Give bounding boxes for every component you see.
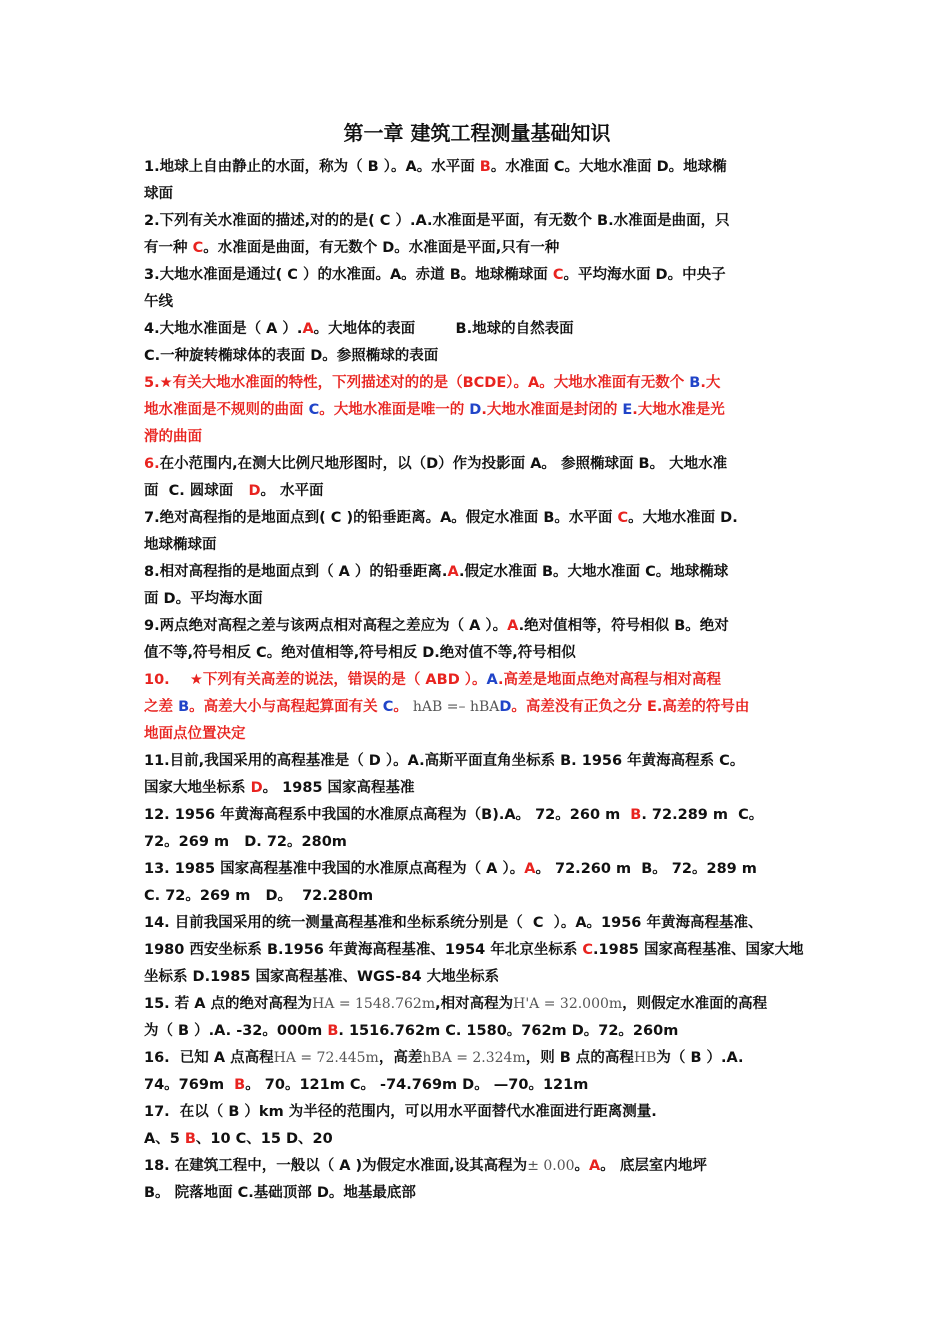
question-text: 。水准面 C。大地水准面 D。地球椭 bbox=[490, 159, 727, 175]
question-line bbox=[144, 802, 810, 829]
question-text: 。水准面是曲面，有无数个 D。水准面是平面,只有一种 bbox=[203, 240, 560, 256]
red-answer-text: C bbox=[617, 510, 629, 526]
question-text: 1.地球上自由静止的水面，称为（ B ）。A。水平面 bbox=[144, 159, 480, 175]
question-list bbox=[144, 154, 810, 1207]
question-text: 面 C. 圆球面 bbox=[144, 483, 249, 499]
red-answer-text: B bbox=[234, 1077, 246, 1093]
red-answer-text: C bbox=[582, 942, 594, 958]
red-answer-text: C bbox=[552, 267, 564, 283]
formula-text: hBA = 2.324m bbox=[422, 1050, 526, 1066]
question-text: ，则 B 点的高程 bbox=[525, 1050, 634, 1066]
question-text: 1980 西安坐标系 B.1956 年黄海高程基准、1954 年北京坐标系 bbox=[144, 942, 583, 958]
question-text: 12. 1956 年黄海高程系中我国的水准原点高程为（B).A。 72。260 m bbox=[144, 807, 631, 823]
question-text: 。 底层室内地坪 bbox=[600, 1158, 707, 1174]
question-item bbox=[144, 667, 810, 748]
question-text: 有一种 bbox=[144, 240, 193, 256]
question-text: .1985 国家高程基准、国家大地 bbox=[593, 942, 804, 958]
red-answer-text: A bbox=[589, 1158, 601, 1174]
question-text: 面 D。平均海水面 bbox=[144, 591, 263, 607]
red-answer-text: B bbox=[630, 807, 642, 823]
question-line bbox=[144, 667, 810, 694]
question-text: 地球椭球面 bbox=[144, 537, 217, 553]
red-answer-text: B bbox=[327, 1023, 339, 1039]
red-answer-text: 之差 bbox=[144, 699, 179, 715]
blue-answer-text: C bbox=[308, 402, 320, 418]
question-text: ，则假定水准面的高程 bbox=[622, 996, 768, 1012]
question-item bbox=[144, 748, 810, 802]
question-text: 。大地体的表面 B.地球的自然表面 bbox=[313, 321, 574, 337]
question-text: 。 水平面 bbox=[260, 483, 324, 499]
red-answer-text: .大 bbox=[700, 375, 721, 391]
red-answer-text: C bbox=[192, 240, 204, 256]
question-line bbox=[144, 910, 810, 937]
question-item bbox=[144, 1099, 810, 1153]
question-text: 7.绝对高程指的是地面点到( C )的铅垂距离。A。假定水准面 B。水平面 bbox=[144, 510, 618, 526]
red-answer-text: 。高差大小与高程起算面有关 bbox=[189, 699, 383, 715]
question-line bbox=[144, 208, 810, 235]
red-answer-text: A bbox=[302, 321, 314, 337]
blue-answer-text: E bbox=[622, 402, 633, 418]
question-text: 3.大地水准面是通过( C ）的水准面。A。赤道 B。地球椭球面 bbox=[144, 267, 553, 283]
red-answer-text: 5.★有关大地水准面的特性，下列描述对的的是（BCDE）。A。大地水准面有无数个 bbox=[144, 375, 690, 391]
question-item bbox=[144, 802, 810, 856]
question-line bbox=[144, 397, 810, 424]
question-item bbox=[144, 154, 810, 208]
question-line bbox=[144, 1153, 810, 1180]
blue-answer-text: A bbox=[486, 672, 499, 688]
question-item bbox=[144, 316, 810, 370]
question-line bbox=[144, 721, 810, 748]
red-answer-text: 。 bbox=[393, 699, 413, 715]
question-line bbox=[144, 613, 810, 640]
question-text: 14. 目前我国采用的统一测量高程基准和坐标系统分别是（ C ）。A。1956 年黄海高程基准、 bbox=[144, 915, 763, 931]
question-line bbox=[144, 424, 810, 451]
question-text: 值不等,符号相反 C。绝对值相等,符号相反 D.绝对值不等,符号相似 bbox=[144, 645, 576, 661]
red-answer-text: D bbox=[250, 780, 263, 796]
question-line bbox=[144, 316, 810, 343]
question-text: 球面 bbox=[144, 186, 173, 202]
chapter-title: 第一章 建筑工程测量基础知识 bbox=[343, 121, 611, 145]
question-line bbox=[144, 370, 810, 397]
red-answer-text: B bbox=[479, 159, 491, 175]
blue-answer-text: B bbox=[178, 699, 190, 715]
question-text: 国家大地坐标系 bbox=[144, 780, 251, 796]
blue-answer-text: C bbox=[382, 699, 394, 715]
question-line bbox=[144, 505, 810, 532]
question-item bbox=[144, 910, 810, 991]
question-line bbox=[144, 532, 810, 559]
red-answer-text: 。大地水准面是唯一的 bbox=[319, 402, 470, 418]
red-answer-text: .高差是地面点绝对高程与相对高程 bbox=[498, 672, 722, 688]
question-item bbox=[144, 1153, 810, 1207]
question-line bbox=[144, 1072, 810, 1099]
question-line bbox=[144, 964, 810, 991]
question-line bbox=[144, 289, 810, 316]
question-line bbox=[144, 451, 810, 478]
question-text: 2.下列有关水准面的描述,对的的是( C ）.A.水准面是平面，有无数个 B.水准面是曲面，只 bbox=[144, 213, 730, 229]
question-line bbox=[144, 829, 810, 856]
question-item bbox=[144, 262, 810, 316]
question-item bbox=[144, 613, 810, 667]
question-text: . 72.289 m C。 bbox=[641, 807, 764, 823]
document-page bbox=[144, 118, 810, 1207]
red-answer-text: A bbox=[507, 618, 519, 634]
question-text: 。 1985 国家高程基准 bbox=[262, 780, 415, 796]
blue-answer-text: D bbox=[499, 699, 512, 715]
question-text: 13. 1985 国家高程基准中我国的水准原点高程为（ A ）。 bbox=[144, 861, 525, 877]
question-text: 坐标系 D.1985 国家高程基准、WGS-84 大地坐标系 bbox=[144, 969, 500, 985]
question-line bbox=[144, 775, 810, 802]
question-line bbox=[144, 586, 810, 613]
question-line bbox=[144, 1180, 810, 1207]
question-line bbox=[144, 559, 810, 586]
red-answer-text: 地面点位置决定 bbox=[144, 726, 246, 742]
question-text: 。大地水准面 D. bbox=[628, 510, 738, 526]
question-line bbox=[144, 694, 810, 721]
formula-text: ± 0.00 bbox=[527, 1158, 575, 1174]
formula-text: hAB =– hBA bbox=[412, 699, 500, 715]
question-text: 9.两点绝对高程之差与该两点相对高程之差应为（ A ）。 bbox=[144, 618, 508, 634]
question-text: 为（ B ）.A. bbox=[656, 1050, 744, 1066]
question-item bbox=[144, 505, 810, 559]
question-line bbox=[144, 937, 810, 964]
question-line bbox=[144, 1126, 810, 1153]
question-item bbox=[144, 991, 810, 1045]
question-text: 在小范围内,在测大比例尺地形图时，以（D）作为投影面 A。 参照椭球面 B。 大地水准 bbox=[159, 456, 728, 472]
question-text: 、10 C、15 D、20 bbox=[195, 1131, 333, 1147]
question-line bbox=[144, 262, 810, 289]
question-item bbox=[144, 559, 810, 613]
question-text: 8.相对高程指的是地面点到（ A ）的铅垂距离. bbox=[144, 564, 448, 580]
red-answer-text: .大地水准面是封闭的 bbox=[481, 402, 623, 418]
question-text: . 1516.762m C. 1580。762m D。72。260m bbox=[338, 1023, 679, 1039]
question-item bbox=[144, 856, 810, 910]
question-text: C. 72。269 m D。 72.280m bbox=[144, 888, 374, 904]
question-item bbox=[144, 451, 810, 505]
formula-text: H'A = 32.000m bbox=[513, 996, 623, 1012]
question-line bbox=[144, 748, 810, 775]
question-text: 74。769m bbox=[144, 1077, 235, 1093]
red-answer-text: 地水准面是不规则的曲面 bbox=[144, 402, 309, 418]
question-line bbox=[144, 1018, 810, 1045]
question-text: 为（ B ）.A. -32。000m bbox=[144, 1023, 328, 1039]
question-text: 16. 已知 A 点高程 bbox=[144, 1050, 274, 1066]
question-text: 午线 bbox=[144, 294, 173, 310]
question-line bbox=[144, 856, 810, 883]
red-answer-text: 。高差没有正负之分 E.高差的符号由 bbox=[511, 699, 750, 715]
question-line bbox=[144, 478, 810, 505]
question-text: 15. 若 A 点的绝对高程为 bbox=[144, 996, 313, 1012]
question-text: 。平均海水面 D。中央子 bbox=[563, 267, 726, 283]
question-line bbox=[144, 154, 810, 181]
blue-answer-text: B bbox=[689, 375, 701, 391]
question-item bbox=[144, 208, 810, 262]
question-item bbox=[144, 1045, 810, 1099]
question-line bbox=[144, 640, 810, 667]
red-answer-text: D bbox=[248, 483, 261, 499]
formula-text: HA = 1548.762m bbox=[312, 996, 436, 1012]
question-text: .绝对值相等，符号相似 B。绝对 bbox=[518, 618, 729, 634]
question-text: 18. 在建筑工程中，一般以（ A )为假定水准面,设其高程为 bbox=[144, 1158, 528, 1174]
formula-text: HB bbox=[633, 1050, 657, 1066]
red-answer-text: 6. bbox=[144, 456, 160, 472]
question-text: 。 70。121m C。 -74.769m D。 —70。121m bbox=[245, 1077, 589, 1093]
question-text: ，高差 bbox=[378, 1050, 423, 1066]
red-answer-text: .大地水准是光 bbox=[632, 402, 725, 418]
question-item bbox=[144, 370, 810, 451]
question-text: 。 72.260 m B。 72。289 m bbox=[535, 861, 757, 877]
red-answer-text: 滑的曲面 bbox=[144, 429, 202, 445]
question-line bbox=[144, 343, 810, 370]
red-answer-text: B bbox=[184, 1131, 196, 1147]
question-text: A、5 bbox=[144, 1131, 185, 1147]
question-text: 17. 在以（ B ）km 为半径的范围内，可以用水平面替代水准面进行距离测量. bbox=[144, 1104, 657, 1120]
question-text: .假定水准面 B。大地水准面 C。地球椭球 bbox=[458, 564, 729, 580]
red-answer-text: A bbox=[447, 564, 459, 580]
formula-text: HA = 72.445m bbox=[273, 1050, 379, 1066]
blue-answer-text: D bbox=[469, 402, 482, 418]
question-text: C.一种旋转椭球体的表面 D。参照椭球的表面 bbox=[144, 348, 439, 364]
question-line bbox=[144, 235, 810, 262]
red-answer-text: 10. ★下列有关高差的说法，错误的是（ ABD ）。 bbox=[144, 672, 487, 688]
question-text: 11.目前,我国采用的高程基准是（ D ）。A.高斯平面直角坐标系 B. 1956 年黄海高程系 C。 bbox=[144, 753, 745, 769]
question-line bbox=[144, 1045, 810, 1072]
question-line bbox=[144, 883, 810, 910]
question-text: 。 bbox=[574, 1158, 590, 1174]
question-text: 72。269 m D. 72。280m bbox=[144, 834, 347, 850]
question-line bbox=[144, 181, 810, 208]
question-line bbox=[144, 991, 810, 1018]
question-line bbox=[144, 1099, 810, 1126]
question-text: 4.大地水准面是（ A ）. bbox=[144, 321, 303, 337]
question-text: ,相对高程为 bbox=[435, 996, 514, 1012]
question-text: B。 院落地面 C.基础顶部 D。地基最底部 bbox=[144, 1185, 416, 1201]
red-answer-text: A bbox=[524, 861, 536, 877]
